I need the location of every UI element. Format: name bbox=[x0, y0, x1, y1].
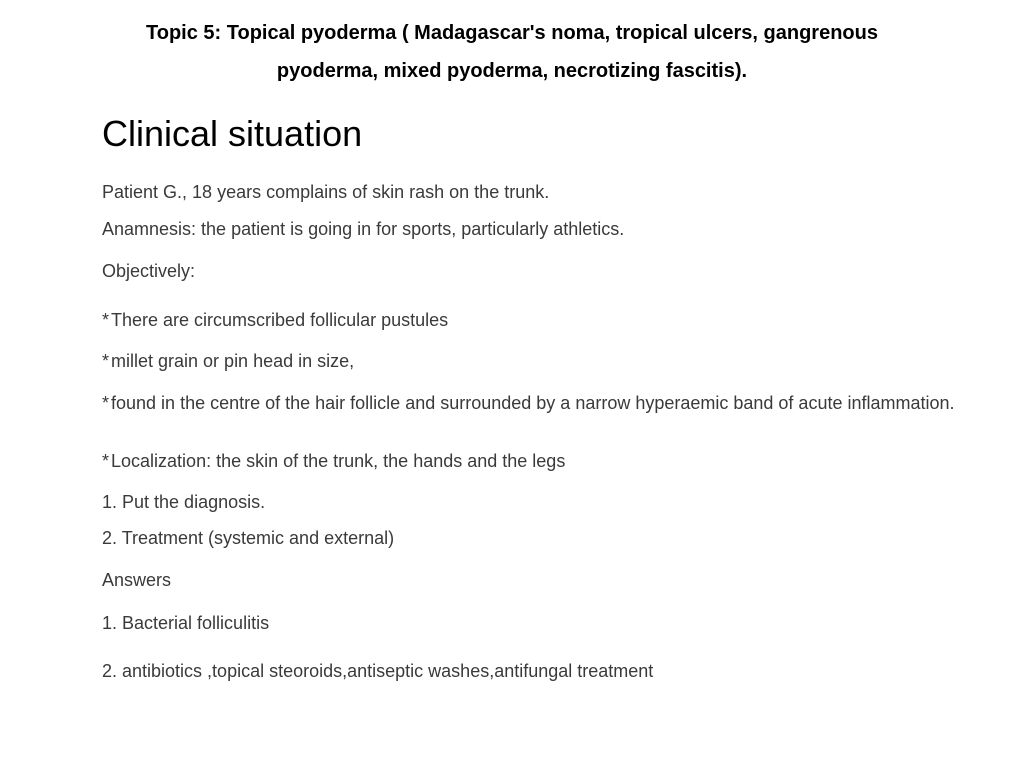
objectively-label: Objectively: bbox=[102, 261, 196, 281]
bullet-item bbox=[102, 308, 962, 333]
answers-label: Answers bbox=[102, 570, 172, 590]
patient-complaint: Patient G., 18 years complains of skin rash on the trunk. bbox=[102, 182, 550, 202]
answer-item: 1. Bacterial folliculitis bbox=[102, 613, 270, 633]
bullet-text: There are circumscribed follicular pustules bbox=[111, 310, 449, 330]
answer-item: 2. antibiotics ,topical steoroids,antiseptic washes,antifungal treatment bbox=[102, 661, 654, 681]
bullet-item bbox=[102, 449, 962, 474]
bullet-mark: * bbox=[102, 310, 110, 330]
bullet-text: Localization: the skin of the trunk, the hands and the legs bbox=[111, 451, 566, 471]
question-item: 2. Treatment (systemic and external) bbox=[102, 528, 395, 548]
bullet-text: millet grain or pin head in size, bbox=[111, 351, 355, 371]
bullet-mark: * bbox=[102, 393, 110, 413]
bullet-text: found in the centre of the hair follicle and surrounded by a narrow hyperaemic band of acute inflammation. bbox=[111, 393, 955, 413]
page-title: Clinical situation bbox=[102, 113, 363, 154]
question-item: 1. Put the diagnosis. bbox=[102, 492, 266, 512]
topic-title bbox=[40, 14, 984, 90]
topic-title-line-1: Topic 5: Topical pyoderma ( Madagascar's noma, tropical ulcers, gangrenous bbox=[146, 22, 878, 44]
bullet-mark: * bbox=[102, 451, 110, 471]
bullet-item bbox=[102, 391, 962, 416]
topic-title-line-2: pyoderma, mixed pyoderma, necrotizing fascitis). bbox=[276, 60, 748, 82]
bullet-item bbox=[102, 349, 962, 374]
anamnesis: Anamnesis: the patient is going in for sports, particularly athletics. bbox=[102, 219, 625, 239]
bullet-mark: * bbox=[102, 351, 110, 371]
